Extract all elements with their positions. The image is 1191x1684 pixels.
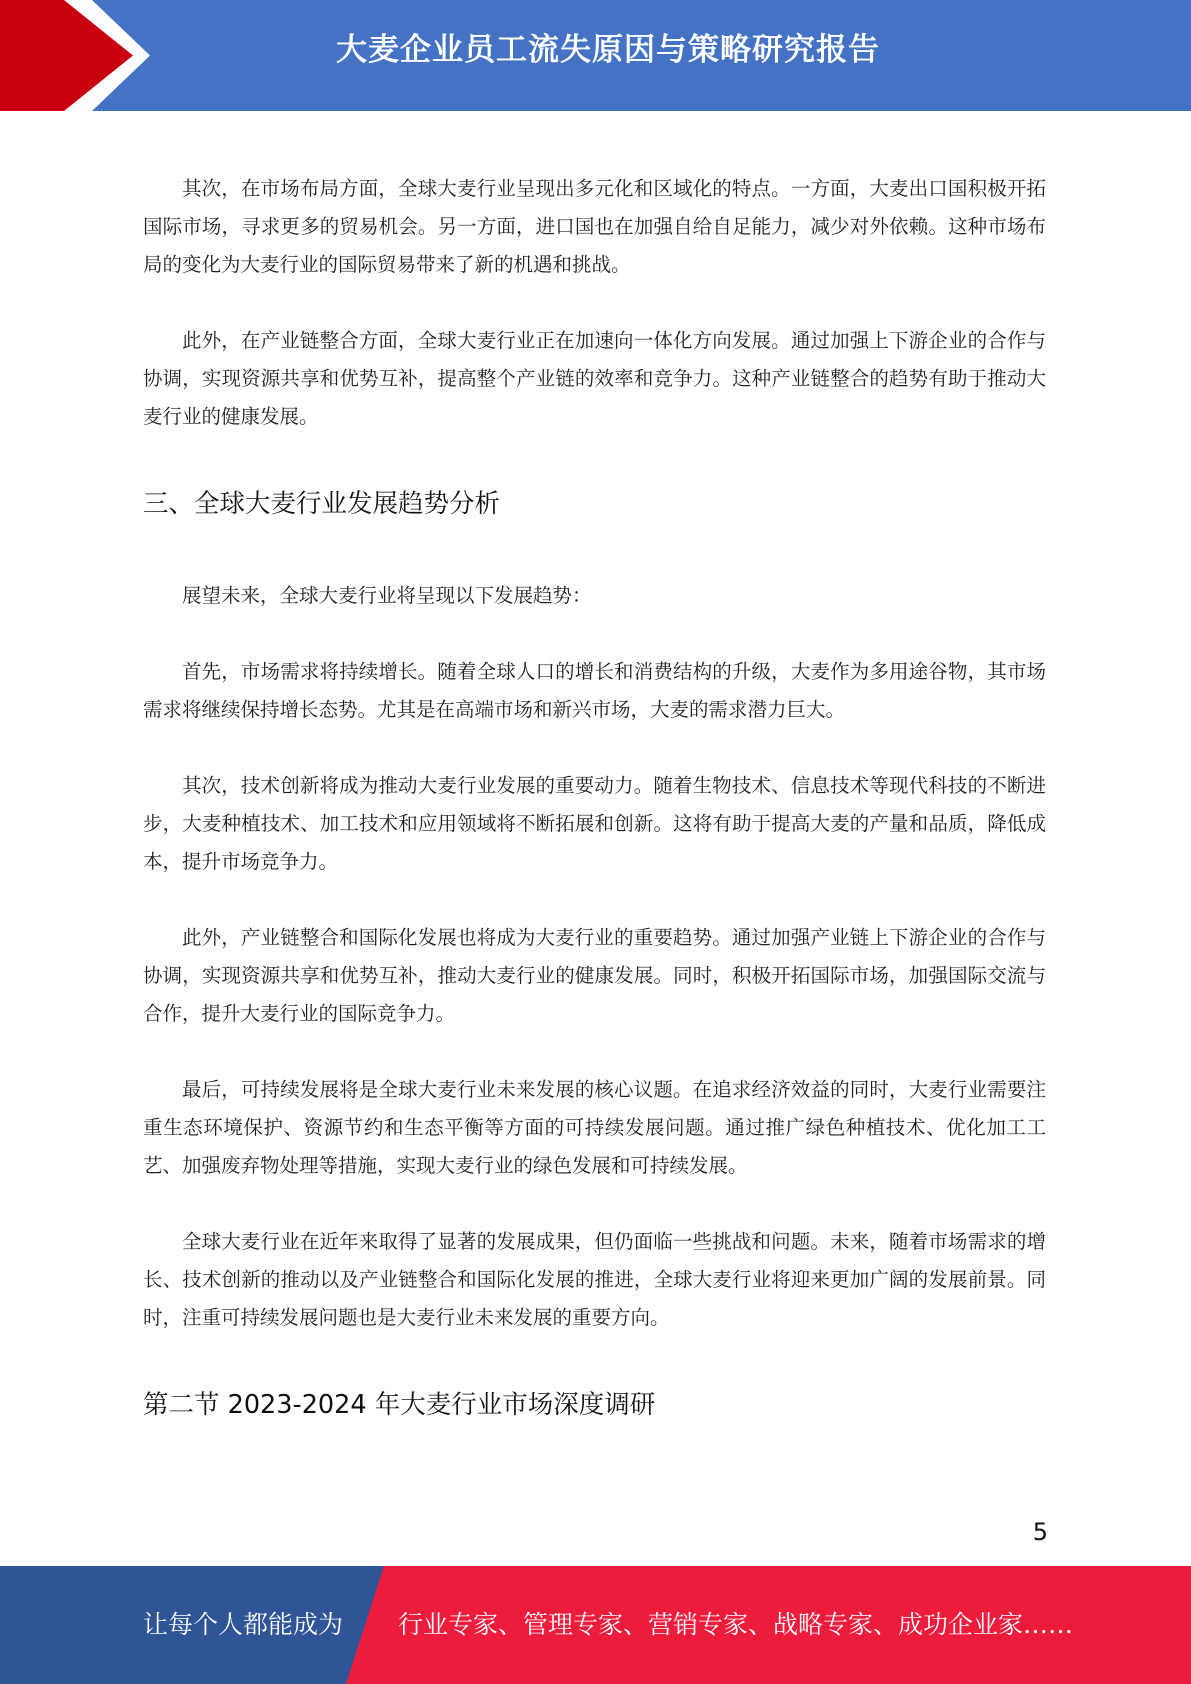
paragraph: 其次，在市场布局方面，全球大麦行业呈现出多元化和区域化的特点。一方面，大麦出口国积极开拓国际市场，寻求更多的贸易机会。另一方面，进口国也在加强自给自足能力，减少对外依赖。这种市场布局的变化为大麦行业的国际贸易带来了新的机遇和挑战。 (143, 177, 1046, 276)
paragraph: 此外，在产业链整合方面，全球大麦行业正在加速向一体化方向发展。通过加强上下游企业的合作与协调，实现资源共享和优势互补，提高整个产业链的效率和竞争力。这种产业链整合的趋势有助于推动大麦行业的健康发展。 (143, 329, 1046, 428)
footer-slogan-left: 让每个人都能成为 (143, 1610, 344, 1639)
section-trends-paragraphs (143, 577, 1046, 1375)
paragraph: 展望未来，全球大麦行业将呈现以下发展趋势： (182, 584, 592, 607)
paragraph: 此外，产业链整合和国际化发展也将成为大麦行业的重要趋势。通过加强产业链上下游企业的合作与协调，实现资源共享和优势互补，推动大麦行业的健康发展。同时，积极开拓国际市场，加强国际交流与合作，提升大麦行业的国际竞争力。 (143, 926, 1046, 1025)
footer-slogan-right: 行业专家、管理专家、营销专家、战略专家、成功企业家…… (398, 1610, 1074, 1639)
header-title: 大麦企业员工流失原因与策略研究报告 (336, 32, 880, 68)
chapter-section-heading: 第二节 2023-2024 年大麦行业市场深度调研 (143, 1390, 656, 1420)
page-header (0, 0, 1191, 111)
section-heading: 三、全球大麦行业发展趋势分析 (143, 489, 501, 519)
section-intro-paragraphs (143, 170, 1046, 474)
paragraph: 最后，可持续发展将是全球大麦行业未来发展的核心议题。在追求经济效益的同时，大麦行业需要注重生态环境保护、资源节约和生态平衡等方面的可持续发展问题。通过推广绿色种植技术、优化加工工艺、加强废弃物处理等措施，实现大麦行业的绿色发展和可持续发展。 (143, 1078, 1046, 1177)
paragraph: 全球大麦行业在近年来取得了显著的发展成果，但仍面临一些挑战和问题。未来，随着市场需求的增长、技术创新的推动以及产业链整合和国际化发展的推进，全球大麦行业将迎来更加广阔的发展前景。同时，注重可持续发展问题也是大麦行业未来发展的重要方向。 (143, 1230, 1046, 1329)
page-footer (0, 1566, 1191, 1684)
paragraph: 首先，市场需求将持续增长。随着全球人口的增长和消费结构的升级，大麦作为多用途谷物，其市场需求将继续保持增长态势。尤其是在高端市场和新兴市场，大麦的需求潜力巨大。 (143, 660, 1046, 721)
paragraph: 其次，技术创新将成为推动大麦行业发展的重要动力。随着生物技术、信息技术等现代科技的不断进步，大麦种植技术、加工技术和应用领域将不断拓展和创新。这将有助于提高大麦的产量和品质，降低成本，提升市场竞争力。 (143, 774, 1046, 873)
page-number: 5 (1032, 1518, 1048, 1546)
